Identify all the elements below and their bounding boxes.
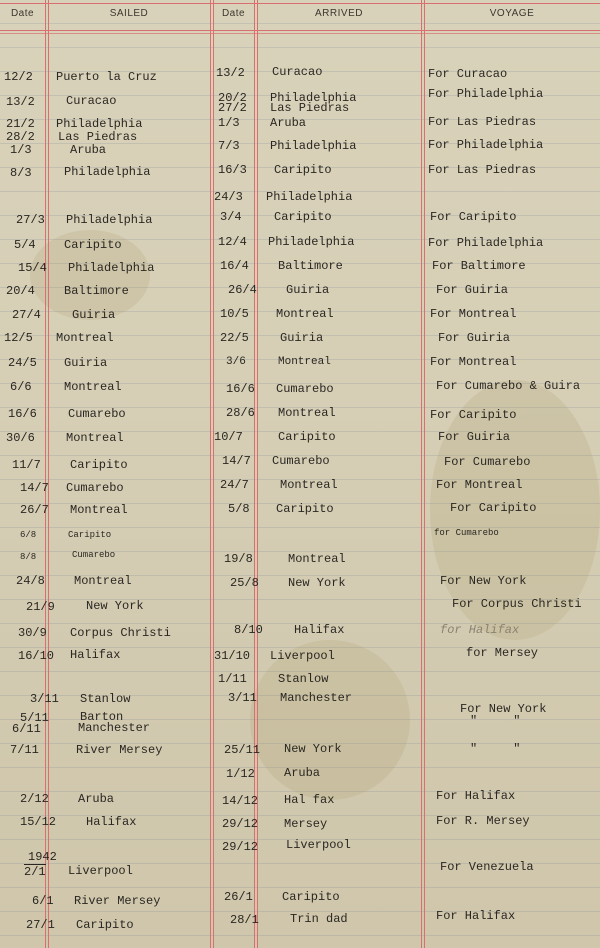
sailed-port-cell: Cumarebo <box>68 407 126 421</box>
sailed-port-cell: Montreal <box>56 331 114 345</box>
voyage-cell: For Venezuela <box>440 860 534 874</box>
top-rule <box>0 3 600 4</box>
date-arrived-cell: 1/3 <box>218 116 240 130</box>
sailed-port-cell: River Mersey <box>76 743 163 757</box>
date-sailed-cell: 27/4 <box>12 308 41 322</box>
sailed-port-cell: Caripito <box>70 458 128 472</box>
sailed-port-cell: Corpus Christi <box>70 626 171 640</box>
voyage-cell: For Cumarebo & Guira <box>436 379 581 393</box>
date-arrived-cell: 14/7 <box>222 454 251 468</box>
col-divider <box>213 0 214 948</box>
sailed-port-cell: Las Piedras <box>58 130 138 144</box>
date-arrived-cell: 28/1 <box>230 913 259 927</box>
arrived-port-cell: Montreal <box>278 356 331 368</box>
date-arrived-cell: 24/3 <box>214 190 243 204</box>
header-arrived: ARRIVED <box>315 8 363 19</box>
date-arrived-cell: 8/10 <box>234 623 263 637</box>
date-arrived-cell: 3/11 <box>228 691 257 705</box>
voyage-cell: For Guiria <box>436 283 509 297</box>
arrived-port-cell: Montreal <box>288 552 346 566</box>
sailed-port-cell: Montreal <box>66 431 124 445</box>
arrived-port-cell: Philadelphia <box>268 235 355 249</box>
header-date-sailed: Date <box>10 8 35 19</box>
date-sailed-cell: 30/9 <box>18 626 47 640</box>
voyage-cell: For Caripito <box>450 501 537 515</box>
date-arrived-cell: 27/2 <box>218 101 247 115</box>
date-sailed-cell: 7/11 <box>10 743 39 757</box>
date-arrived-cell: 16/6 <box>226 382 255 396</box>
voyage-cell: For Philadelphia <box>428 87 544 101</box>
sailed-port-cell: Barton <box>80 710 124 724</box>
voyage-cell: for Mersey <box>466 646 539 660</box>
year-label: 1942 <box>28 850 57 864</box>
date-arrived-cell: 3/6 <box>226 356 246 368</box>
date-sailed-cell: 30/6 <box>6 431 35 445</box>
sailed-port-cell: Halifax <box>70 648 121 662</box>
arrived-port-cell: Trin dad <box>290 912 348 926</box>
voyage-cell: For Montreal <box>430 355 517 369</box>
date-arrived-cell: 14/12 <box>222 794 259 808</box>
date-arrived-cell: 25/8 <box>230 576 259 590</box>
voyage-cell: for Halifax <box>440 623 520 637</box>
arrived-port-cell: Caripito <box>274 210 332 224</box>
date-sailed-cell: 21/9 <box>26 600 55 614</box>
date-arrived-cell: 22/5 <box>220 331 249 345</box>
sailed-port-cell: Curacao <box>66 94 117 108</box>
sailed-port-cell: Philadelphia <box>56 117 143 131</box>
date-arrived-cell: 25/11 <box>224 743 261 757</box>
arrived-port-cell: Cumarebo <box>276 382 334 396</box>
arrived-port-cell: Hal fax <box>284 793 335 807</box>
date-sailed-cell: 15/4 <box>18 261 47 275</box>
sailed-port-cell: Cumarebo <box>66 481 124 495</box>
date-sailed-cell: 6/11 <box>12 722 41 736</box>
arrived-port-cell: Stanlow <box>278 672 329 686</box>
arrived-port-cell: Caripito <box>278 430 336 444</box>
date-arrived-cell: 5/8 <box>228 502 250 516</box>
arrived-port-cell: Curacao <box>272 65 323 79</box>
voyage-cell: For Philadelphia <box>428 236 544 250</box>
sailed-port-cell: Aruba <box>70 143 107 157</box>
date-arrived-cell: 1/12 <box>226 767 255 781</box>
date-arrived-cell: 10/7 <box>214 430 243 444</box>
sailed-port-cell: Guiria <box>72 308 116 322</box>
arrived-port-cell: Philadelphia <box>266 190 353 204</box>
date-sailed-cell: 5/4 <box>14 238 36 252</box>
sailed-port-cell: Stanlow <box>80 692 131 706</box>
date-sailed-cell: 5/11 <box>20 711 49 725</box>
date-arrived-cell: 29/12 <box>222 817 259 831</box>
arrived-port-cell: Mersey <box>284 817 328 831</box>
sailed-port-cell: Guiria <box>64 356 108 370</box>
voyage-cell: For Halifax <box>436 789 516 803</box>
date-sailed-cell: 14/7 <box>20 481 49 495</box>
date-sailed-cell: 3/11 <box>30 692 59 706</box>
header-date-arrived: Date <box>221 8 246 19</box>
date-arrived-cell: 29/12 <box>222 840 259 854</box>
date-sailed-cell: 20/4 <box>6 284 35 298</box>
date-arrived-cell: 1/11 <box>218 672 247 686</box>
voyage-cell: For Montreal <box>430 307 517 321</box>
sailed-port-cell: Puerto la Cruz <box>56 70 157 84</box>
arrived-port-cell: Philadelphia <box>270 139 357 153</box>
date-sailed-cell: 15/12 <box>20 815 57 829</box>
arrived-port-cell: Caripito <box>274 163 332 177</box>
date-sailed-cell: 13/2 <box>6 95 35 109</box>
arrived-port-cell: Cumarebo <box>272 454 330 468</box>
voyage-cell: For Las Piedras <box>428 163 537 177</box>
arrived-port-cell: Montreal <box>280 478 338 492</box>
sailed-port-cell: Halifax <box>86 815 137 829</box>
arrived-port-cell: Guiria <box>280 331 324 345</box>
date-sailed-cell: 24/8 <box>16 574 45 588</box>
voyage-cell: for Cumarebo <box>434 528 499 538</box>
sailed-port-cell: Philadelphia <box>68 261 155 275</box>
arrived-port-cell: Montreal <box>276 307 334 321</box>
col-divider <box>210 0 211 948</box>
date-sailed-cell: 16/6 <box>8 407 37 421</box>
date-arrived-cell: 16/3 <box>218 163 247 177</box>
voyage-cell: For New York <box>460 702 547 716</box>
date-arrived-cell: 3/4 <box>220 210 242 224</box>
sailed-port-cell: Philadelphia <box>64 165 151 179</box>
sailed-port-cell: Philadelphia <box>66 213 153 227</box>
voyage-cell: For Guiria <box>438 430 511 444</box>
sailed-port-cell: Montreal <box>70 503 128 517</box>
sailed-port-cell: Baltimore <box>64 284 129 298</box>
voyage-cell: For Curacao <box>428 67 508 81</box>
arrived-port-cell: Philadelphia <box>270 91 357 105</box>
voyage-cell: For R. Mersey <box>436 814 530 828</box>
date-arrived-cell: 26/1 <box>224 890 253 904</box>
date-arrived-cell: 12/4 <box>218 235 247 249</box>
date-sailed-cell: 6/6 <box>10 380 32 394</box>
sailed-port-cell: Liverpool <box>68 864 133 878</box>
date-arrived-cell: 20/2 <box>218 91 247 105</box>
date-sailed-cell: 26/7 <box>20 503 49 517</box>
voyage-cell: For Montreal <box>436 478 523 492</box>
date-sailed-cell: 27/3 <box>16 213 45 227</box>
sailed-port-cell: New York <box>86 599 144 613</box>
voyage-cell: For New York <box>440 574 527 588</box>
arrived-port-cell: Caripito <box>276 502 334 516</box>
date-arrived-cell: 7/3 <box>218 139 240 153</box>
date-arrived-cell: 10/5 <box>220 307 249 321</box>
voyage-cell: For Cumarebo <box>444 455 531 469</box>
sailed-port-cell: Caripito <box>68 530 112 540</box>
date-arrived-cell: 16/4 <box>220 259 249 273</box>
arrived-port-cell: Aruba <box>284 766 321 780</box>
header-voyage: VOYAGE <box>489 8 535 19</box>
date-sailed-cell: 2/1 <box>24 865 46 879</box>
voyage-cell: For Corpus Christi <box>452 597 582 611</box>
date-arrived-cell: 24/7 <box>220 478 249 492</box>
voyage-cell: For Halifax <box>436 909 516 923</box>
sailed-port-cell: Aruba <box>78 792 115 806</box>
date-arrived-cell: 26/4 <box>228 283 257 297</box>
arrived-port-cell: New York <box>284 742 342 756</box>
arrived-port-cell: New York <box>288 576 346 590</box>
arrived-port-cell: Baltimore <box>278 259 343 273</box>
sailed-port-cell: Montreal <box>64 380 122 394</box>
sailed-port-cell: Caripito <box>76 918 134 932</box>
col-divider <box>421 0 422 948</box>
date-arrived-cell: 13/2 <box>216 66 245 80</box>
arrived-port-cell: Las Piedras <box>270 101 350 115</box>
sailed-port-cell: Caripito <box>64 238 122 252</box>
date-arrived-cell: 31/10 <box>214 649 251 663</box>
paper-stain <box>250 640 410 800</box>
date-sailed-cell: 27/1 <box>26 918 55 932</box>
header-sailed: SAILED <box>109 8 149 19</box>
voyage-cell: For Las Piedras <box>428 115 537 129</box>
date-sailed-cell: 12/2 <box>4 70 33 84</box>
arrived-port-cell: Liverpool <box>270 649 335 663</box>
header-rule <box>0 30 600 31</box>
date-sailed-cell: 24/5 <box>8 356 37 370</box>
sailed-port-cell: Montreal <box>74 574 132 588</box>
date-sailed-cell: 12/5 <box>4 331 33 345</box>
arrived-port-cell: Montreal <box>278 406 336 420</box>
voyage-cell: For Philadelphia <box>428 138 544 152</box>
ditto-mark: " " <box>470 742 521 756</box>
date-sailed-cell: 8/8 <box>20 552 37 562</box>
arrived-port-cell: Caripito <box>282 890 340 904</box>
arrived-port-cell: Aruba <box>270 116 307 130</box>
date-arrived-cell: 28/6 <box>226 406 255 420</box>
ditto-mark: " " <box>470 714 521 728</box>
sailed-port-cell: Cumarebo <box>72 550 116 560</box>
date-sailed-cell: 2/12 <box>20 792 49 806</box>
date-sailed-cell: 1/3 <box>10 143 32 157</box>
voyage-cell: For Caripito <box>430 210 517 224</box>
arrived-port-cell: Liverpool <box>286 838 351 852</box>
date-sailed-cell: 8/3 <box>10 166 32 180</box>
header-rule-double <box>0 33 600 34</box>
voyage-cell: For Caripito <box>430 408 517 422</box>
sailed-port-cell: River Mersey <box>74 894 161 908</box>
date-arrived-cell: 19/8 <box>224 552 253 566</box>
date-sailed-cell: 28/2 <box>6 130 35 144</box>
date-sailed-cell: 21/2 <box>6 117 35 131</box>
voyage-cell: For Guiria <box>438 331 511 345</box>
date-sailed-cell: 16/10 <box>18 649 55 663</box>
date-sailed-cell: 11/7 <box>12 458 41 472</box>
date-sailed-cell: 6/8 <box>20 530 37 540</box>
arrived-port-cell: Manchester <box>280 691 353 705</box>
col-divider <box>424 0 425 948</box>
arrived-port-cell: Guiria <box>286 283 330 297</box>
sailed-port-cell: Manchester <box>78 721 151 735</box>
date-sailed-cell: 6/1 <box>32 894 54 908</box>
voyage-cell: For Baltimore <box>432 259 526 273</box>
arrived-port-cell: Halifax <box>294 623 345 637</box>
